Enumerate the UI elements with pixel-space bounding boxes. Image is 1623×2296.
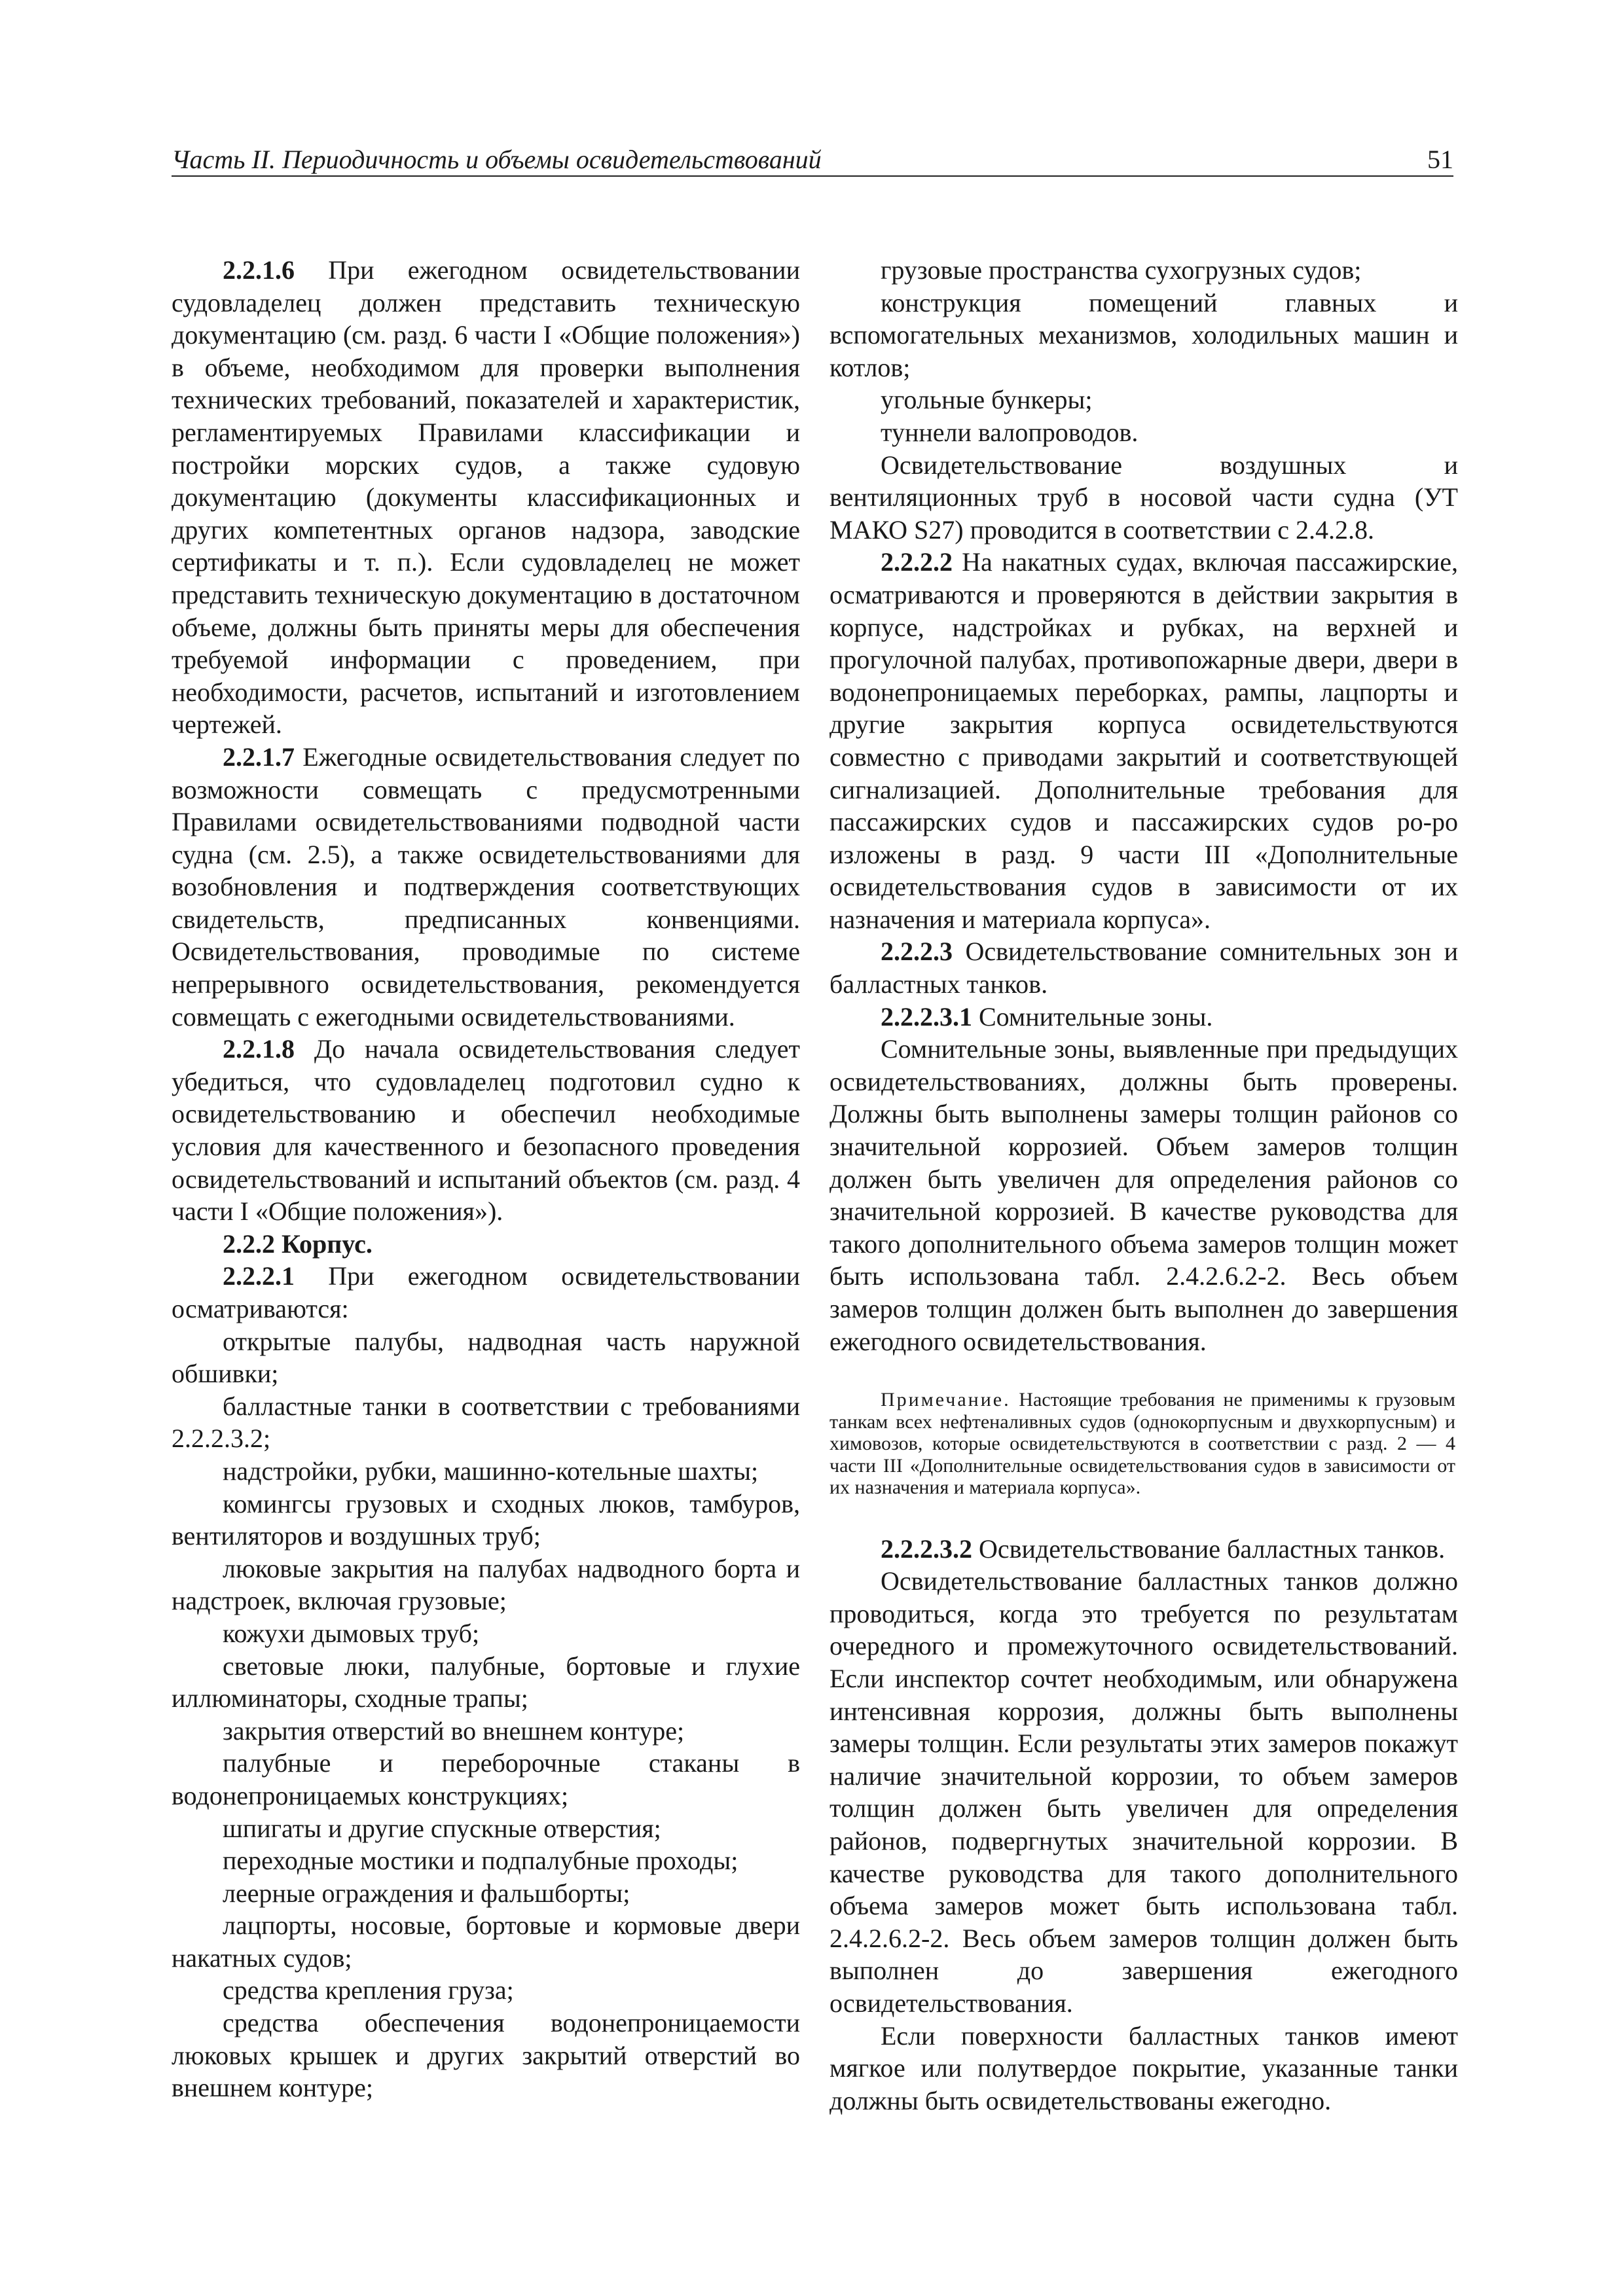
paragraph-2-2-2-3-1: 2.2.2.3.1 Сомнительные зоны. <box>881 1001 1213 1031</box>
paragraph-2-2-2-2: 2.2.2.2 На накатных судах, включая пассажирские, осматриваются и проверяются в действии закрытия в корпусе, надстройках и рубках, на верхней и прогулочной палубах, противопожарные двери, двери в водонепроницаемых переборках, рампы, лацпорты и другие закрытия корпуса освидетельствуются совместно с приводами закрытий и соответствующей сигнализацией. Дополнительные требования для пассажирских судов и пассажирских судов ро-ро изложены в разд. 9 части III «Дополнительные освидетельствования судов в зависимости от их назначения и материала корпуса». <box>830 547 1458 934</box>
paragraph-2-2-2-3: 2.2.2.3 Освидетельствование сомнительных зон и балластных танков. <box>830 937 1458 999</box>
paragraph-2-2-2-3-2: 2.2.2.3.2 Освидетельствование балластных танков. <box>881 1534 1446 1564</box>
list-item: надстройки, рубки, машинно-котельные шахты; <box>223 1456 759 1486</box>
list-item: средства крепления груза; <box>223 1975 514 2005</box>
running-header <box>172 143 1453 177</box>
list-item: шпигаты и другие спускные отверстия; <box>223 1813 661 1843</box>
list-item: угольные бункеры; <box>881 385 1093 415</box>
list-item: конструкция помещений главных и вспомогательных механизмов, холодильных машин и котлов; <box>830 287 1458 382</box>
list-item: средства обеспечения водонепроницаемости люковых крышек и других закрытий отверстий во внешнем контуре; <box>172 2008 800 2103</box>
paragraph-2-2-2-1: 2.2.2.1 При ежегодном освидетельствовании осматриваются: <box>172 1261 800 1323</box>
list-item: палубные и переборочные стаканы в водонепроницаемых конструкциях; <box>172 1748 800 1810</box>
paragraph-2-2-1-7: 2.2.1.7 Ежегодные освидетельствования следует по возможности совмещать с предусмотренными Правилами освидетельствованиями подводной части судна (см. 2.5), а также освидетельствованиями для возобновления и подтверждения соответствующих свидетельств, предписанных конвенциями. Освидетельствования, проводимые по системе непрерывного освидетельствования, рекомендуется совмещать с ежегодными освидетельствованиями. <box>172 742 800 1031</box>
paragraph-2-2-1-8: 2.2.1.8 До начала освидетельствования следует убедиться, что судовладелец подготовил судно к освидетельствованию и обеспечил необходимые условия для качественного и безопасного проведения освидетельствований и испытаний объектов (см. разд. 4 части I «Общие положения»). <box>172 1034 800 1227</box>
paragraph-ballast-tanks: Освидетельствование балластных танков должно проводиться, когда это требуется по результатам очередного и промежуточного освидетельствований. Если инспектор сочтет необходимым, или обнаружена интенсивная коррозия, должны быть выполнены замеры толщин. Если результаты этих замеров покажут наличие значительной коррозии, то объем замеров толщин должен быть увеличен для определения районов, подвергнутых значительной коррозии. В качестве руководства для такого дополнительного объема замеров может быть использована табл. 2.4.2.6.2-2. Весь объем замеров толщин должен быть выполнен до завершения ежегодного освидетельствования. <box>830 1566 1458 2018</box>
paragraph-air-pipes: Освидетельствование воздушных и вентиляционных труб в носовой части судна (УТ МАКО S27) проводится в соответствии с 2.4.2.8. <box>830 450 1458 545</box>
paragraph-suspect-areas: Сомнительные зоны, выявленные при предыдущих освидетельствованиях, должны быть проверены. Должны быть выполнены замеры толщин районов со значительной коррозией. Объем замеров толщин должен быть увеличен для определения районов со значительной коррозией. В качестве руководства для такого дополнительного объема замеров толщин может быть использована табл. 2.4.2.6.2-2. Весь объем замеров толщин должен быть выполнен до завершения ежегодного освидетельствования. <box>830 1034 1458 1356</box>
list-item: люковые закрытия на палубах надводного борта и надстроек, включая грузовые; <box>172 1553 800 1616</box>
header-title: Часть II. Периодичность и объемы освидетельствований <box>172 145 822 174</box>
list-item: туннели валопроводов. <box>881 417 1139 447</box>
right-column <box>830 254 1458 2117</box>
list-item: балластные танки в соответствии с требованиями 2.2.2.3.2; <box>172 1391 800 1454</box>
section-heading: 2.2.2 Корпус. <box>223 1229 373 1259</box>
note-label: Примечание. <box>881 1389 1011 1411</box>
list-item: комингсы грузовых и сходных люков, тамбуров, вентиляторов и воздушных труб; <box>172 1488 800 1551</box>
paragraph-ballast-coating: Если поверхности балластных танков имеют мягкое или полутвердое покрытие, указанные танки должны быть освидетельствованы ежегодно. <box>830 2020 1458 2115</box>
left-column <box>172 254 800 2104</box>
page-number: 51 <box>1427 145 1453 174</box>
list-item: леерные ограждения и фальшборты; <box>223 1878 630 1908</box>
list-item: закрытия отверстий во внешнем контуре; <box>223 1715 685 1746</box>
list-item: световые люки, палубные, бортовые и глухие иллюминаторы, сходные трапы; <box>172 1651 800 1713</box>
list-item: переходные мостики и подпалубные проходы; <box>223 1846 739 1876</box>
list-item: открытые палубы, надводная часть наружной обшивки; <box>172 1326 800 1389</box>
note-text: Настоящие требования не применимы к грузовым танкам всех нефтеналивных судов (однокорпусным и двухкорпусным) и химовозов, которые освидетельствуются в соответствии с разд. 2 — 4 части III «Дополнительные освидетельствования судов в зависимости от их назначения и материала корпуса». <box>830 1389 1455 1499</box>
note <box>830 1389 1458 1499</box>
paragraph-2-2-1-6: 2.2.1.6 При ежегодном освидетельствовании судовладелец должен представить техническую документацию (см. разд. 6 части I «Общие положения») в объеме, необходимом для проверки выполнения технических требований, показателей и характеристик, регламентируемых Правилами классификации и постройки морских судов, а также судовую документацию (документы классификационных и других компетентных органов надзора, заводские сертификаты и т. п.). Если судовладелец не может представить техническую документацию в достаточном объеме, должны быть приняты меры для обеспечения требуемой информации с проведением, при необходимости, расчетов, испытаний и изготовлением чертежей. <box>172 255 800 740</box>
list-item: кожухи дымовых труб; <box>223 1618 480 1648</box>
list-item: лацпорты, носовые, бортовые и кормовые двери накатных судов; <box>172 1910 800 1973</box>
list-item: грузовые пространства сухогрузных судов; <box>881 255 1362 285</box>
